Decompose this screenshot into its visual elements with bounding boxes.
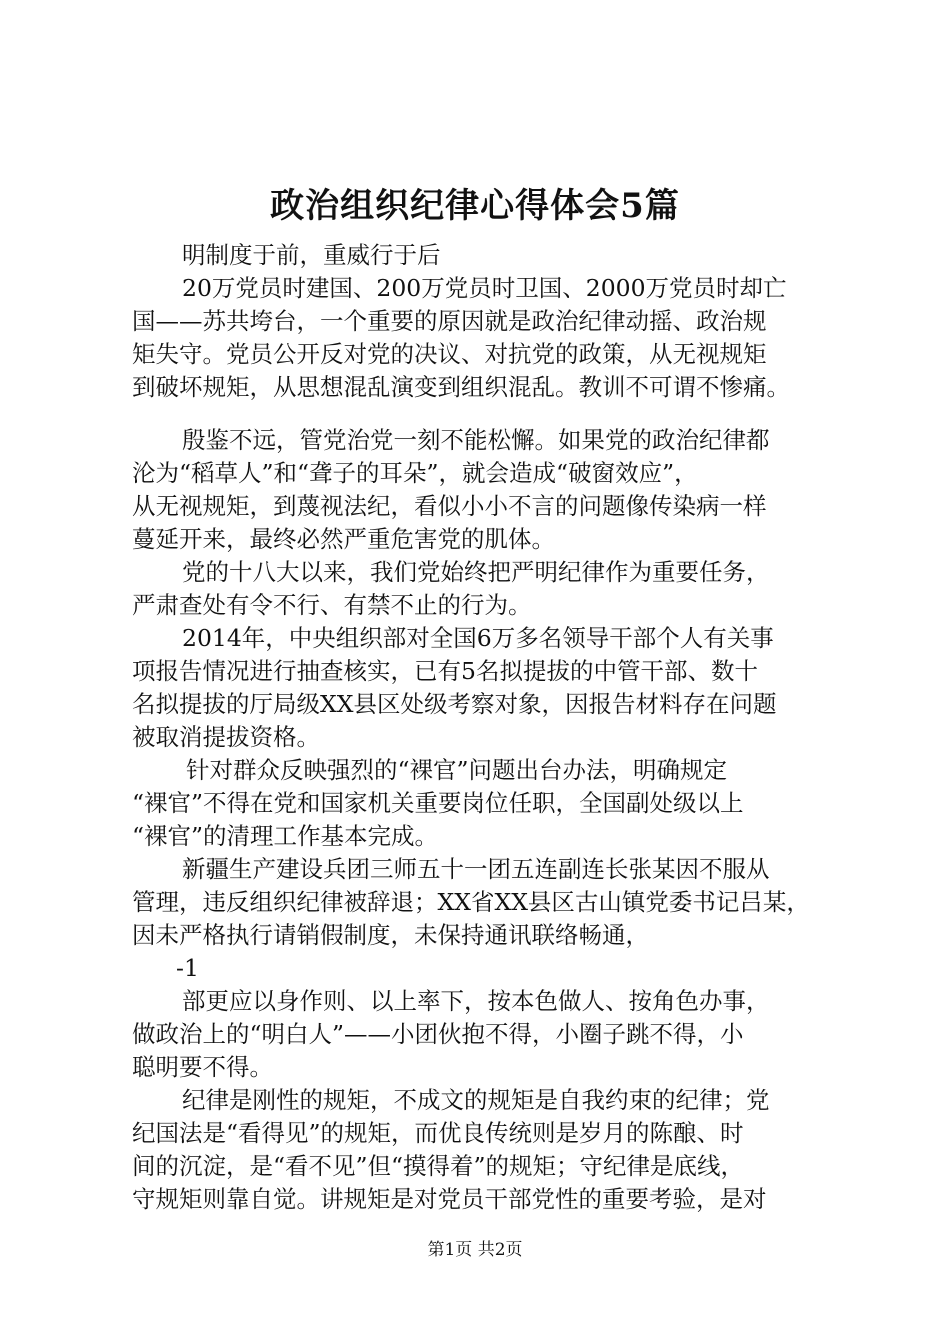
paragraph-line: 2014年，中央组织部对全国6万多名领导干部个人有关事 (182, 624, 774, 652)
paragraph-line: 被取消提拔资格。 (132, 723, 320, 751)
paragraph-line: 守规矩则靠自觉。讲规矩是对党员干部党性的重要考验，是对 (132, 1185, 767, 1213)
paragraph-line: 聪明要不得。 (132, 1053, 273, 1081)
paragraph-line: 国——苏共垮台，一个重要的原因就是政治纪律动摇、政治规 (132, 307, 767, 335)
paragraph-line: 纪律是刚性的规矩，不成文的规矩是自我约束的纪律；党 (182, 1086, 770, 1114)
paragraph-line: 纪国法是“看得见”的规矩，而优良传统则是岁月的陈酿、时 (132, 1119, 744, 1147)
paragraph-line: 沦为“稻草人”和“聋子的耳朵”，就会造成“破窗效应”， (132, 459, 698, 487)
paragraph-line: 党的十八大以来，我们党始终把严明纪律作为重要任务， (182, 558, 770, 586)
paragraph-line: 从无视规矩，到蔑视法纪，看似小小不言的问题像传染病一样 (132, 492, 767, 520)
paragraph-line: 矩失守。党员公开反对党的决议、对抗党的政策，从无视规矩 (132, 340, 767, 368)
paragraph-line: 20万党员时建国、200万党员时卫国、2000万党员时却亡 (182, 274, 787, 302)
paragraph-line: 明制度于前，重威行于后 (182, 241, 441, 269)
paragraph-line: 针对群众反映强烈的“裸官”问题出台办法，明确规定 (186, 756, 728, 784)
paragraph-line: 新疆生产建设兵团三师五十一团五连副连长张某因不服从 (182, 855, 770, 883)
paragraph-line: “裸官”的清理工作基本完成。 (132, 822, 439, 850)
paragraph-line: 因未严格执行请销假制度，未保持通讯联络畅通， (132, 921, 649, 949)
page-marker: -1 (176, 954, 199, 982)
paragraph-line: 严肃查处有令不行、有禁不止的行为。 (132, 591, 532, 619)
paragraph-line: 蔓延开来，最终必然严重危害党的肌体。 (132, 525, 555, 553)
paragraph-line: 名拟提拔的厅局级XX县区处级考察对象，因报告材料存在问题 (132, 690, 777, 718)
paragraph-line: 间的沉淀，是“看不见”但“摸得着”的规矩；守纪律是底线， (132, 1152, 745, 1180)
paragraph-line: 到破坏规矩，从思想混乱演变到组织混乱。教训不可谓不惨痛。 (132, 373, 790, 401)
document-title: 政治组织纪律心得体会5篇 (270, 186, 680, 226)
paragraph-line: 管理，违反组织纪律被辞退；XX省XX县区古山镇党委书记吕某， (132, 888, 810, 916)
paragraph-line: 部更应以身作则、以上率下，按本色做人、按角色办事， (182, 987, 770, 1015)
page-footer: 第1页 共2页 (427, 1240, 523, 1260)
paragraph-line: 殷鉴不远，管党治党一刻不能松懈。如果党的政治纪律都 (182, 426, 770, 454)
paragraph-line: 项报告情况进行抽查核实，已有5名拟提拔的中管干部、数十 (132, 657, 758, 685)
paragraph-line: “裸官”不得在党和国家机关重要岗位任职，全国副处级以上 (132, 789, 744, 817)
paragraph-line: 做政治上的“明白人”——小团伙抱不得，小圈子跳不得，小 (132, 1020, 744, 1048)
